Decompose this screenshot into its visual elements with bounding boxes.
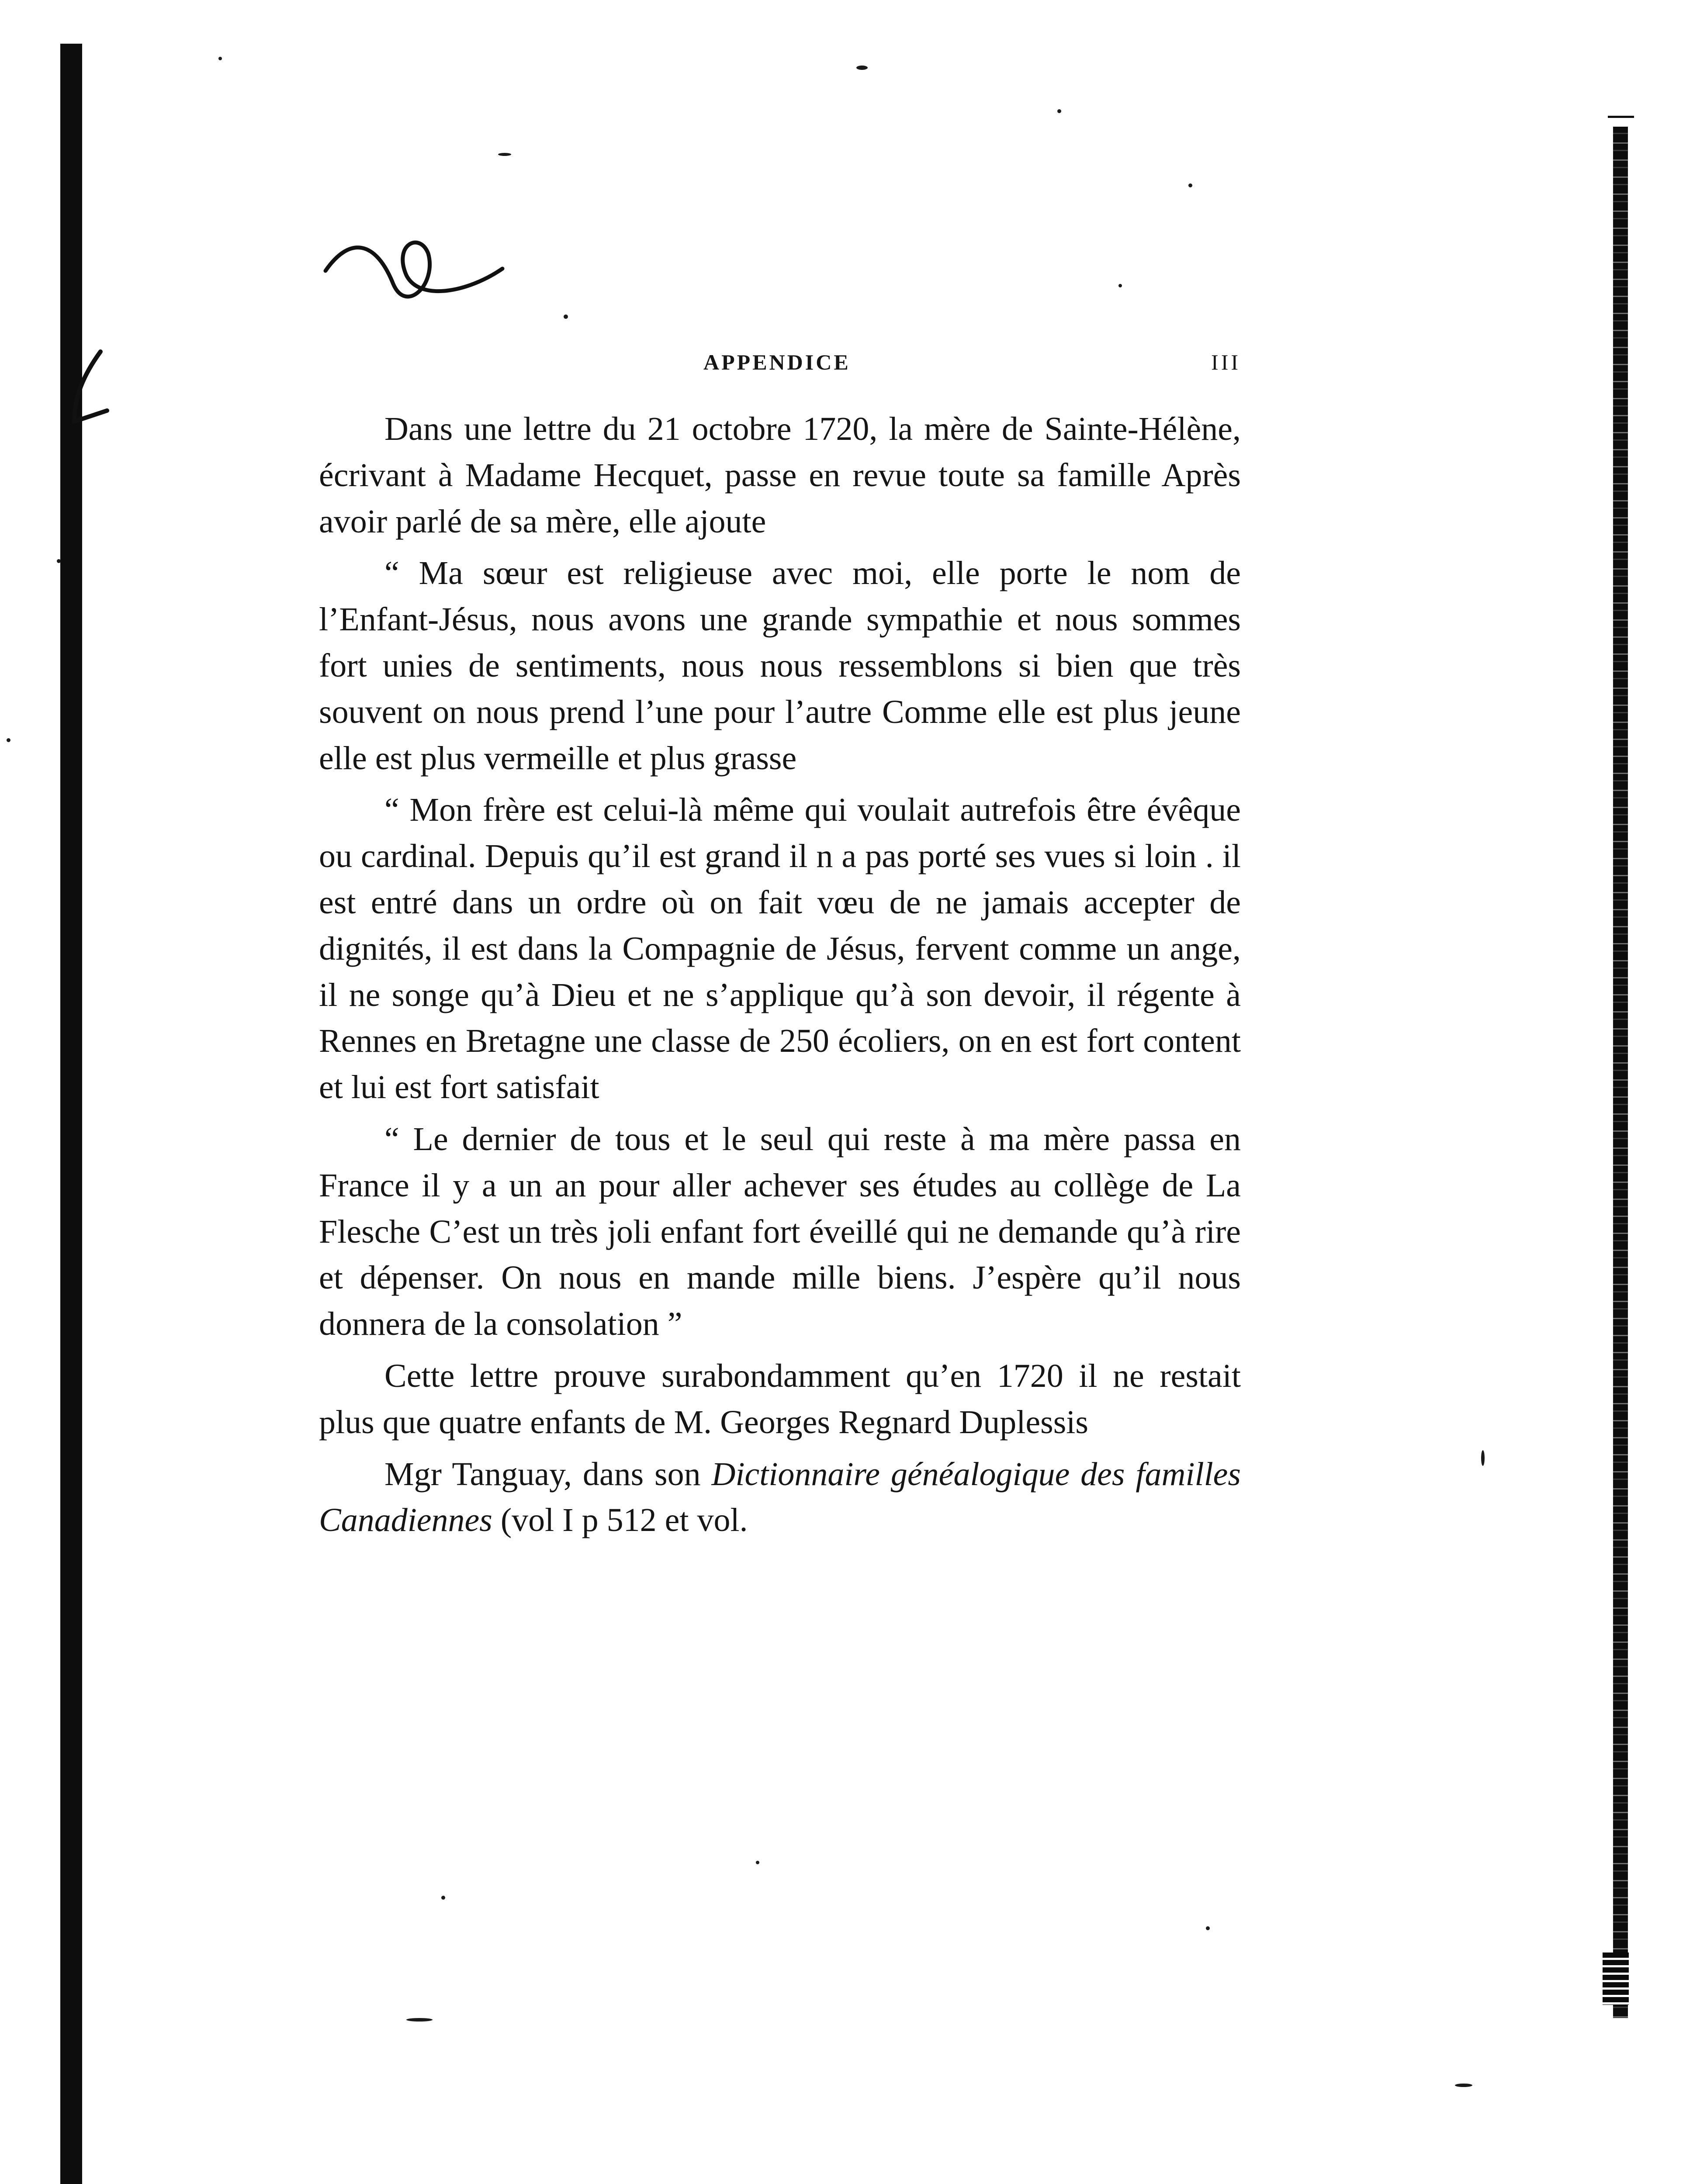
running-header (319, 345, 1241, 406)
scan-speck (406, 2018, 433, 2022)
scan-speck (856, 66, 868, 70)
running-title: APPENDICE (703, 350, 851, 374)
scan-speck (441, 1896, 445, 1900)
scan-binding-edge-right (1613, 127, 1628, 2018)
paragraph: Cette lettre prouve surabondamment qu’en 1720 il ne restait plus que quatre enfants de M. Georges Regnard Duplessis (319, 1357, 1241, 1441)
paragraph: “ Le dernier de tous et le seul qui reste à ma mère passa en France il y a un an pour aller achever ses études au collège de La Flesche C’est un très joli enfant fort éveillé qui ne demande qu’à rire et dépenser. On nous en mande mille biens. J’espère qu’il nous donnera de la consolation ” (319, 1120, 1241, 1343)
scan-edge-right-bottom (1603, 1952, 1629, 2005)
page-content (319, 345, 1241, 1549)
scan-speck (1118, 284, 1122, 287)
scan-speck (1188, 183, 1192, 187)
scan-speck (218, 57, 222, 60)
scan-edge-right-top (1608, 116, 1634, 118)
scan-speck (7, 738, 10, 742)
citation-lead-text: Mgr Tanguay, dans son (384, 1455, 712, 1493)
margin-pencil-mark (66, 349, 114, 424)
handwritten-scribble-mark (323, 227, 507, 323)
scan-speck (1057, 109, 1061, 113)
paragraph: “ Ma sœur est religieuse avec moi, elle porte le nom de l’Enfant-Jésus, nous avons une grande sympathie et nous sommes fort unies de sentiments, nous nous ressemblons si bien que très souvent on nous prend l’une pour l’autre Comme elle est plus jeune elle est plus vermeille et plus grasse (319, 555, 1241, 777)
body-text (319, 406, 1241, 1544)
page-number: III (1211, 350, 1241, 374)
scan-speck (1481, 1450, 1485, 1466)
paragraph: “ Mon frère est celui-là même qui voulait autrefois être évêque ou cardinal. Depuis qu’il est grand il n a pas porté ses vues si loin . il est entré dans un ordre où on fait vœu de ne jamais accepter de dignités, il est dans la Compagnie de Jésus, fervent comme un ange, il ne songe qu’à Dieu et ne s’applique qu’à son devoir, il régente à Rennes en Bretagne une classe de 250 écoliers, on en est fort content et lui est fort satisfait (319, 791, 1241, 1106)
book-title: Dictionnaire généalogique des familles Canadiennes (319, 1455, 1241, 1539)
scan-speck (1206, 1926, 1210, 1930)
scan-speck (1455, 2084, 1472, 2087)
citation-reference: (vol I p 512 et vol. (492, 1502, 748, 1539)
scan-speck (498, 153, 511, 156)
paragraph-citation (319, 1451, 1241, 1544)
scan-speck (564, 314, 568, 319)
scan-speck (57, 559, 61, 563)
paragraph: Dans une lettre du 21 octobre 1720, la mère de Sainte-Hélène, écrivant à Madame Hecquet, passe en revue toute sa famille Après avoir parlé de sa mère, elle ajoute (319, 411, 1241, 540)
scan-speck (756, 1861, 759, 1864)
